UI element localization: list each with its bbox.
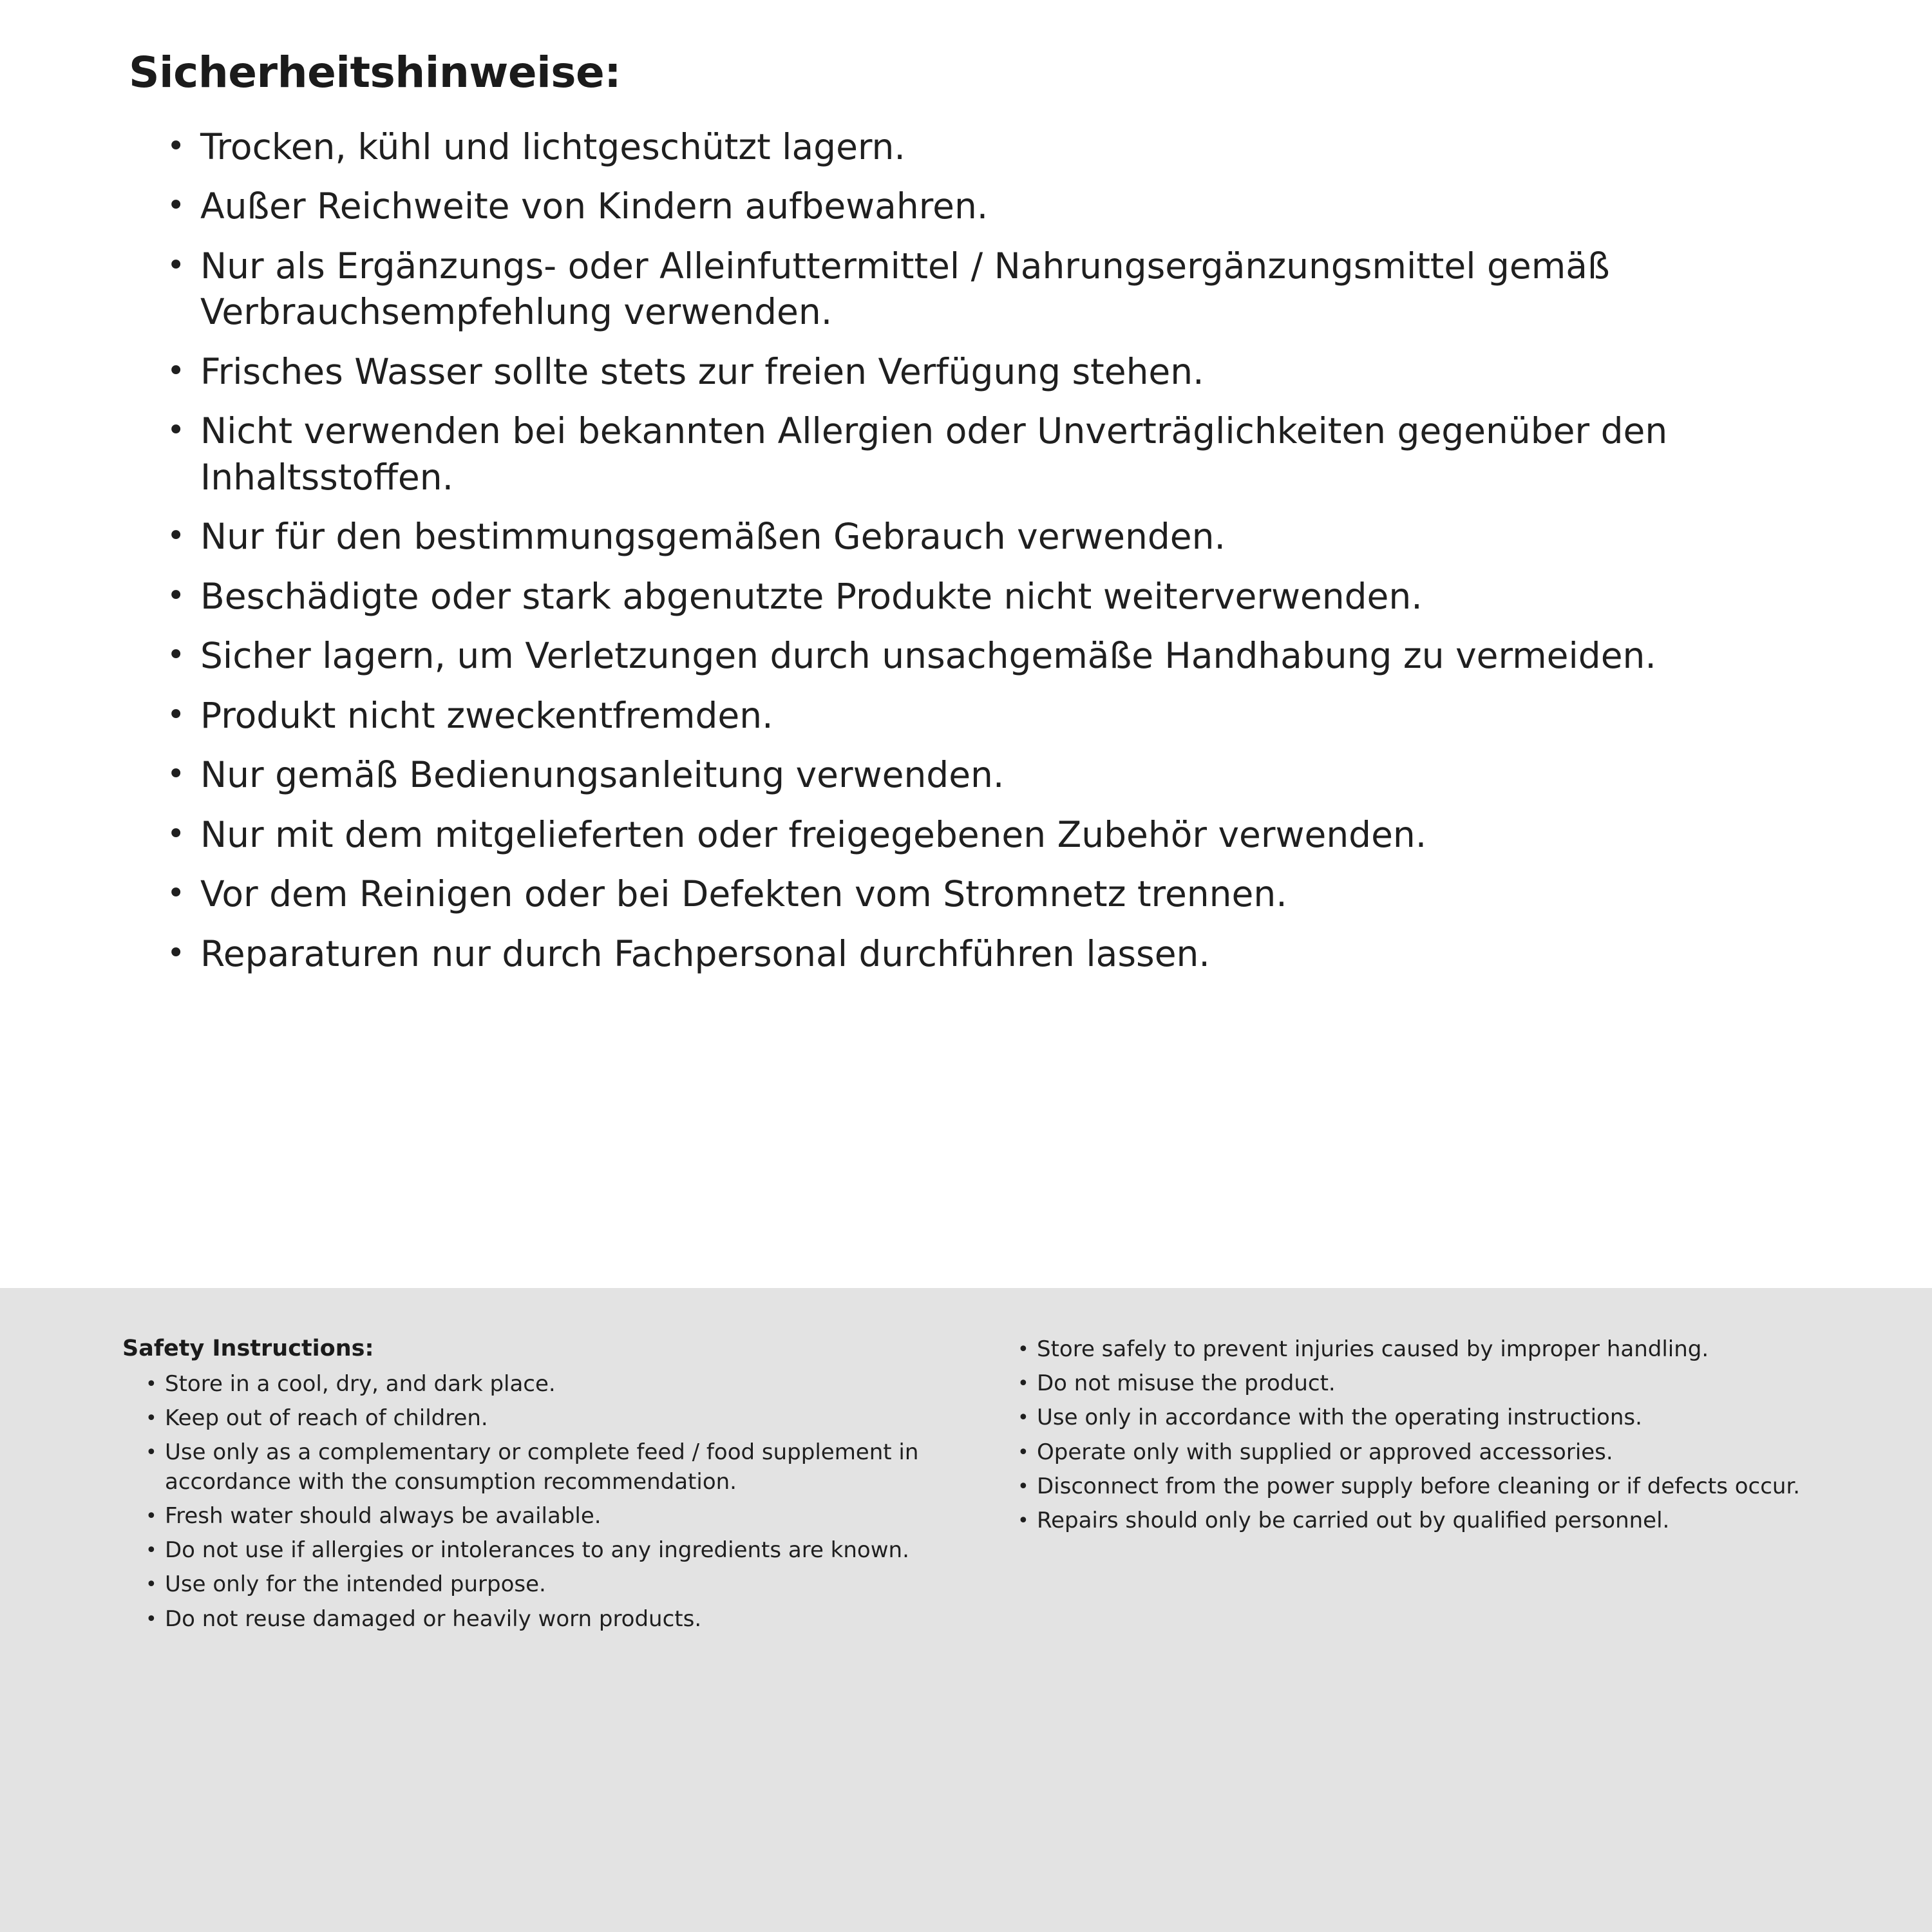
bullet-icon: • xyxy=(1018,1510,1029,1533)
list-item xyxy=(164,931,1826,978)
list-item xyxy=(164,574,1826,620)
list-item-text: Sicher lagern, um Verletzungen durch unsachgemäße Handhabung zu vermeiden. xyxy=(200,635,1656,677)
list-item-text: Do not reuse damaged or heavily worn products. xyxy=(165,1605,702,1632)
english-columns xyxy=(122,1335,1855,1639)
bullet-icon: • xyxy=(167,187,185,224)
list-item xyxy=(146,1502,960,1531)
list-item-text: Außer Reichweite von Kindern aufbewahren. xyxy=(200,185,989,227)
list-item xyxy=(164,752,1826,799)
list-item xyxy=(164,514,1826,560)
bullet-icon: • xyxy=(167,577,185,614)
list-item xyxy=(164,124,1826,171)
list-item xyxy=(164,812,1826,858)
list-item-text: Use only in accordance with the operating instructions. xyxy=(1037,1405,1642,1431)
list-item xyxy=(164,871,1826,918)
list-item-text: Nur als Ergänzungs- oder Alleinfuttermittel / Nahrungsergänzungsmittel gemäß Verbrauchsempfehlung verwenden. xyxy=(200,245,1610,333)
list-item-text: Produkt nicht zweckentfremden. xyxy=(200,694,773,736)
list-item xyxy=(1018,1403,1855,1432)
list-item xyxy=(164,633,1826,679)
list-item xyxy=(146,1404,960,1433)
english-left-column xyxy=(122,1335,960,1639)
list-item-text: Use only for the intended purpose. xyxy=(165,1571,546,1598)
list-item xyxy=(1018,1438,1855,1467)
list-item xyxy=(146,1570,960,1599)
list-item xyxy=(164,349,1826,395)
list-item xyxy=(1018,1369,1855,1398)
list-item-text: Nur gemäß Bedienungsanleitung verwenden. xyxy=(200,754,1005,796)
list-item xyxy=(146,1438,960,1496)
list-item-text: Trocken, kühl und lichtgeschützt lagern. xyxy=(200,126,905,167)
bullet-icon: • xyxy=(167,934,185,971)
english-safety-list-right xyxy=(1018,1335,1855,1535)
bullet-icon: • xyxy=(1018,1475,1029,1498)
list-item-text: Do not misuse the product. xyxy=(1037,1370,1336,1397)
list-item-text: Do not use if allergies or intolerances to any ingredients are known. xyxy=(165,1537,909,1564)
bullet-icon: • xyxy=(1018,1338,1029,1361)
list-item xyxy=(164,408,1826,500)
bullet-icon: • xyxy=(146,1607,157,1631)
bullet-icon: • xyxy=(167,518,185,554)
bullet-icon: • xyxy=(167,815,185,852)
list-item-text: Nicht verwenden bei bekannten Allergien oder Unverträglichkeiten gegenüber den Inhaltsstoffen. xyxy=(200,410,1668,498)
bullet-icon: • xyxy=(146,1373,157,1396)
list-item xyxy=(164,693,1826,739)
list-item xyxy=(1018,1335,1855,1364)
list-item-text: Nur mit dem mitgelieferten oder freigegebenen Zubehör verwenden. xyxy=(200,813,1427,855)
bullet-icon: • xyxy=(167,875,185,912)
list-item-text: Vor dem Reinigen oder bei Defekten vom Stromnetz trennen. xyxy=(200,873,1287,915)
list-item-text: Frisches Wasser sollte stets zur freien Verfügung stehen. xyxy=(200,350,1204,392)
bullet-icon: • xyxy=(167,128,185,164)
list-item-text: Beschädigte oder stark abgenutzte Produkte nicht weiterverwenden. xyxy=(200,575,1423,617)
list-item-text: Nur für den bestimmungsgemäßen Gebrauch verwenden. xyxy=(200,516,1226,558)
list-item-text: Store in a cool, dry, and dark place. xyxy=(165,1371,556,1397)
list-item-text: Use only as a complementary or complete feed / food supplement in accordance with the consumption recommendation. xyxy=(165,1439,919,1495)
list-item-text: Store safely to prevent injuries caused by improper handling. xyxy=(1037,1336,1709,1362)
bullet-icon: • xyxy=(167,247,185,283)
bullet-icon: • xyxy=(1018,1372,1029,1396)
list-item-text: Fresh water should always be available. xyxy=(165,1502,601,1529)
bullet-icon: • xyxy=(1018,1441,1029,1464)
bullet-icon: • xyxy=(146,1407,157,1430)
bullet-icon: • xyxy=(167,756,185,793)
list-item xyxy=(1018,1506,1855,1535)
list-item-text: Reparaturen nur durch Fachpersonal durchführen lassen. xyxy=(200,933,1210,974)
list-item xyxy=(146,1605,960,1634)
list-item xyxy=(1018,1472,1855,1501)
bullet-icon: • xyxy=(146,1539,157,1562)
bullet-icon: • xyxy=(167,412,185,449)
english-safety-list-left xyxy=(122,1370,960,1634)
list-item-text: Repairs should only be carried out by qualified personnel. xyxy=(1037,1508,1670,1534)
list-item xyxy=(146,1370,960,1399)
list-item-text: Disconnect from the power supply before cleaning or if defects occur. xyxy=(1037,1473,1801,1499)
english-safety-section xyxy=(0,1288,1932,1932)
bullet-icon: • xyxy=(167,637,185,674)
bullet-icon: • xyxy=(1018,1406,1029,1430)
bullet-icon: • xyxy=(167,352,185,389)
list-item-text: Operate only with supplied or approved accessories. xyxy=(1037,1439,1613,1465)
list-item xyxy=(164,243,1826,336)
bullet-icon: • xyxy=(146,1441,157,1464)
english-section-heading: Safety Instructions: xyxy=(122,1336,374,1361)
german-safety-list xyxy=(129,124,1855,978)
english-right-column xyxy=(1018,1335,1855,1540)
bullet-icon: • xyxy=(146,1504,157,1528)
bullet-icon: • xyxy=(146,1573,157,1596)
bullet-icon: • xyxy=(167,696,185,733)
list-item-text: Keep out of reach of children. xyxy=(165,1405,488,1432)
list-item xyxy=(146,1536,960,1565)
list-item xyxy=(164,184,1826,230)
german-section-heading: Sicherheitshinweise: xyxy=(129,48,621,97)
